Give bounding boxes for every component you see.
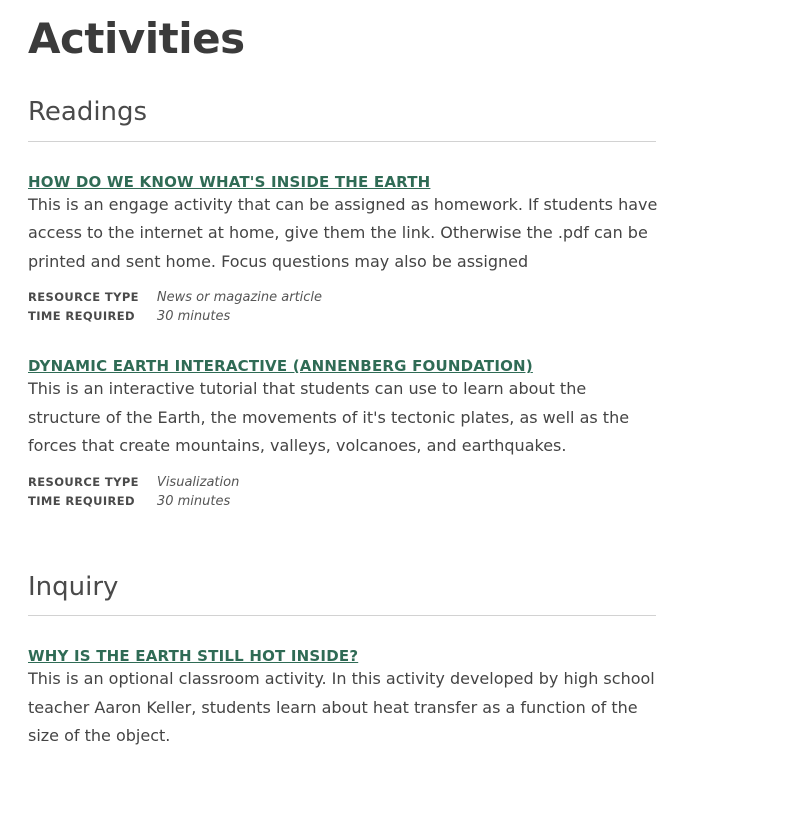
activity-metadata [28,473,239,511]
activity-item [28,172,660,326]
page-title: Activities [28,14,245,63]
section-inquiry [28,573,782,751]
metadata-value-resource-type: News or magazine article [156,290,323,306]
section-readings [28,98,782,510]
document-page [0,14,810,751]
section-heading: Inquiry [28,573,656,617]
activity-item [28,646,660,750]
metadata-row-time-required [28,307,322,326]
activity-description: This is an optional classroom activity. In this activity developed by high school teacher Aaron Keller, students learn about heat transfer as a function of the size of the object. [28,669,655,746]
section-divider-space [28,511,782,539]
metadata-value-resource-type: Visualization [156,474,240,490]
metadata-row-time-required [28,492,239,511]
activity-title-link[interactable]: HOW DO WE KNOW WHAT'S INSIDE THE EARTH [28,172,431,191]
activity-title-link[interactable]: DYNAMIC EARTH INTERACTIVE (ANNENBERG FOUNDATION) [28,357,533,376]
metadata-label-resource-type: RESOURCE TYPE [28,290,139,305]
metadata-row-resource-type [28,473,239,492]
activity-description: This is an engage activity that can be assigned as homework. If students have access to the internet at home, give them the link. Otherwise the .pdf can be printed and sent home. Focus questions may also be assigned [28,194,658,271]
metadata-label-time-required: TIME REQUIRED [28,309,135,324]
activity-metadata [28,288,322,326]
metadata-value-time-required: 30 minutes [156,493,231,509]
metadata-value-time-required: 30 minutes [156,309,231,325]
section-heading: Readings [28,98,656,142]
metadata-label-time-required: TIME REQUIRED [28,493,135,508]
activity-item [28,356,660,510]
metadata-label-resource-type: RESOURCE TYPE [28,474,139,489]
activity-title-link[interactable]: WHY IS THE EARTH STILL HOT INSIDE? [28,647,359,666]
activity-description: This is an interactive tutorial that students can use to learn about the structure of the Earth, the movements of it's tectonic plates, as well as the forces that create mountains, valleys, volcanoes, and earthquakes. [28,379,630,456]
metadata-row-resource-type [28,288,322,307]
